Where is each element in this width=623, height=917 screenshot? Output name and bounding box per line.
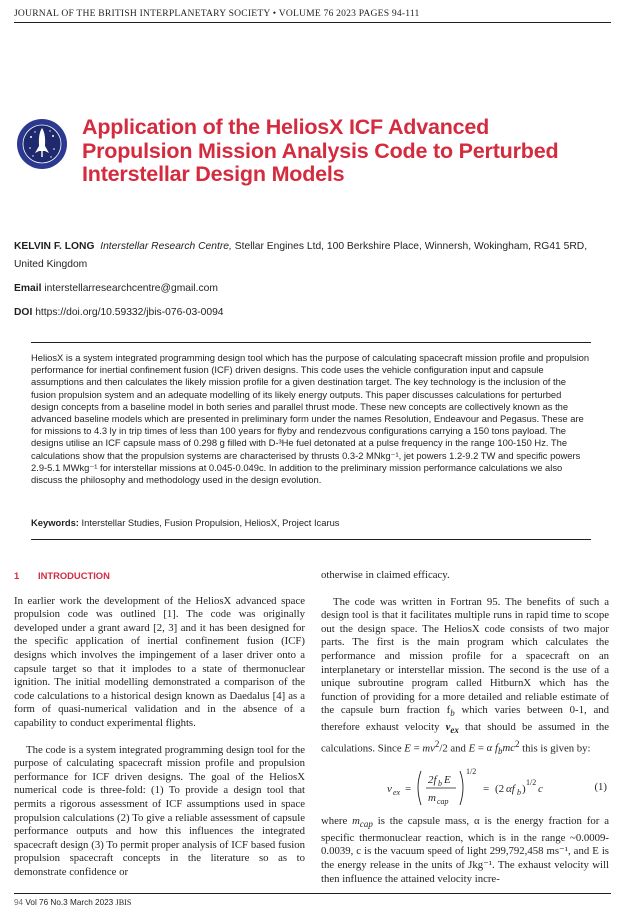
svg-text:E: E [444,774,451,787]
footer-rule [14,893,611,894]
section-title: INTRODUCTION [38,570,110,581]
doi-line [14,307,224,318]
abstract-rule-bottom [31,539,591,540]
svg-text:b: b [517,788,521,798]
author-name: KELVIN F. LONG [14,241,95,252]
author-address: Stellar Engines Ltd, 100 Berkshire Place, Winnersh, Wokingham, RG41 5RD, United Kingdom [14,241,588,270]
doi-label: DOI [14,307,33,318]
intro-paragraph-4: where $m_{cap}$ is the capsule mass, α is the energy fraction for a specific thermonuclear reaction, which is in the range ~0.0009-0.0039, c is the vacuum speed of light 299,792,458 ms⁻¹, and E is the energy release in the units of Jkg⁻¹. The exhaust velocity will then influence the attained velocity incre- [321,815,609,885]
keywords-label: Keywords: [31,517,79,528]
doi-link[interactable]: https://doi.org/10.59332/jbis-076-03-0094 [35,307,224,318]
svg-text:1/2: 1/2 [466,767,477,777]
email-label: Email [14,283,42,294]
intro-paragraph-3: The code was written in Fortran 95. The benefits of such a design tool is that it facilitates multiple runs in rapid time to scope out the design space. The HeliosX code consists of two major parts. The first is the main program which calculates the performance and mission profile for a spacecraft on an interplanetary or interstellar mission. The second is the use of a unique subroutine program called HitburnX which has the function of providing for a more detailed and reliable estimate of the capsule burn fraction $f_b$ which varies between 0-1, and therefore exhaust velocity $v_{ex}$ that should be assumed in the calculations. Since $E = mv^2/2$ and E = α $f_bmc^2$ this is given by: [321,595,610,757]
keywords [31,517,591,528]
svg-text:cap: cap [437,797,449,807]
author-block [14,238,604,274]
intro-paragraph-1: In earlier work the development of the HeliosX advanced space propulsion code was outlined [1]. The code was originally developed under a grant award [2, 3] and it has been designed for the specific application of inertial confinement fusion (ICF) designs which involves the impingement of a laser driver onto a capsule target so that it implodes to a state of thermonuclear ignition. The initial modelling demonstrated a comparison of the code calculations to a historical design known as Daedalus [4] as a form of quasi-numerical validation and in the absence of a capability to conduct experimental flights. [14,594,305,729]
abstract-rule-top [31,342,591,343]
page-footer [14,898,131,907]
continuation-text: otherwise in claimed efficacy. [321,569,450,581]
svg-text:m: m [428,792,436,805]
exhaust-velocity-formula [331,765,571,811]
issue-info: Vol 76 No.3 March 2023 [25,898,114,907]
svg-text:1/2: 1/2 [526,778,537,788]
equation-1 [321,765,609,811]
svg-text:=: = [483,783,490,796]
svg-text:ex: ex [393,788,401,798]
left-column [14,569,305,879]
section-number: 1 [14,570,20,581]
journal-abbrev: JBIS [115,898,132,907]
section-heading [14,569,305,583]
email-address[interactable]: interstellarresearchcentre@gmail.com [44,283,218,294]
paper-title: Application of the HeliosX ICF Advanced Propulsion Mission Analysis Code to Perturbed Interstellar Design Models [82,115,559,186]
svg-text:(2: (2 [495,783,505,796]
svg-text:c: c [538,783,543,796]
keywords-value: Interstellar Studies, Fusion Propulsion, HeliosX, Project Icarus [81,517,340,528]
svg-text:): ) [522,783,526,796]
svg-text:αf: αf [506,783,515,796]
right-column [321,569,609,886]
author-affiliation: Interstellar Research Centre, [100,241,232,252]
bis-logo [16,118,68,170]
abstract: HeliosX is a system integrated programming design tool which has the purpose of calculating spacecraft mission profile and propulsion performance for inertial confinement fusion (ICF) driven designs. This code uses the vehicle configuration input and capsule assumptions and then calculates the likely mission profile for a given destination target. The key technology is the inclusion of the fusion propulsion system and an adequate modelling of its likely energy outputs. This paper discusses calculations for perturbed design concepts from a baseline model in both series and parallel thrust mode. These new concepts are collectively known as the advanced baseline models which are presented in preliminary form under the names Resolution, Endeavour and Pegasus. These are for missions to 4.3 ly in trip times of less than 100 years for flyby and rendezvous configurations carrying a 150 tons payload. The designs utilise an ICF capsule mass of 0.298 g filled with D-³He fuel detonated at a pulse frequency in the range 100-150 Hz. The calculations show that the propulsion systems are characterised by thrusts 0.3-2 MNkg⁻¹, jet powers 1.2-9.2 TW and specific powers 2.9-5.1 MWkg⁻¹ for interstellar missions at 0.045-0.049c. In addition to the preliminary mission performance calculations we also discuss the philosophy and methodology used in the design evolution. [31,352,590,486]
svg-text:2f: 2f [428,774,437,787]
svg-text:b: b [438,779,442,789]
svg-text:=: = [405,783,412,796]
svg-text:v: v [387,783,392,796]
email-line [14,283,218,294]
page-number: 94 [14,898,24,907]
journal-header: JOURNAL OF THE BRITISH INTERPLANETARY SOCIETY • VOLUME 76 2023 PAGES 94-111 [14,8,420,19]
header-rule [14,22,611,23]
equation-number: (1) [594,781,607,794]
intro-paragraph-2: The code is a system integrated programming design tool for the purpose of calculating spacecraft mission profile and propulsion performance for ICF driven designs. The goal of the HeliosX numerical code is three-fold: (1) To provide a design tool that permits a rigorous assessment of ICF assumptions used in space propulsion calculations (2) To give a reliable assessment of capsule performance outputs and how this influences the integrated spacecraft design (3) To permit proper analysis of ICF based fusion propulsion spacecraft concepts in the literature so as to demonstrate confidence or [14,743,305,878]
